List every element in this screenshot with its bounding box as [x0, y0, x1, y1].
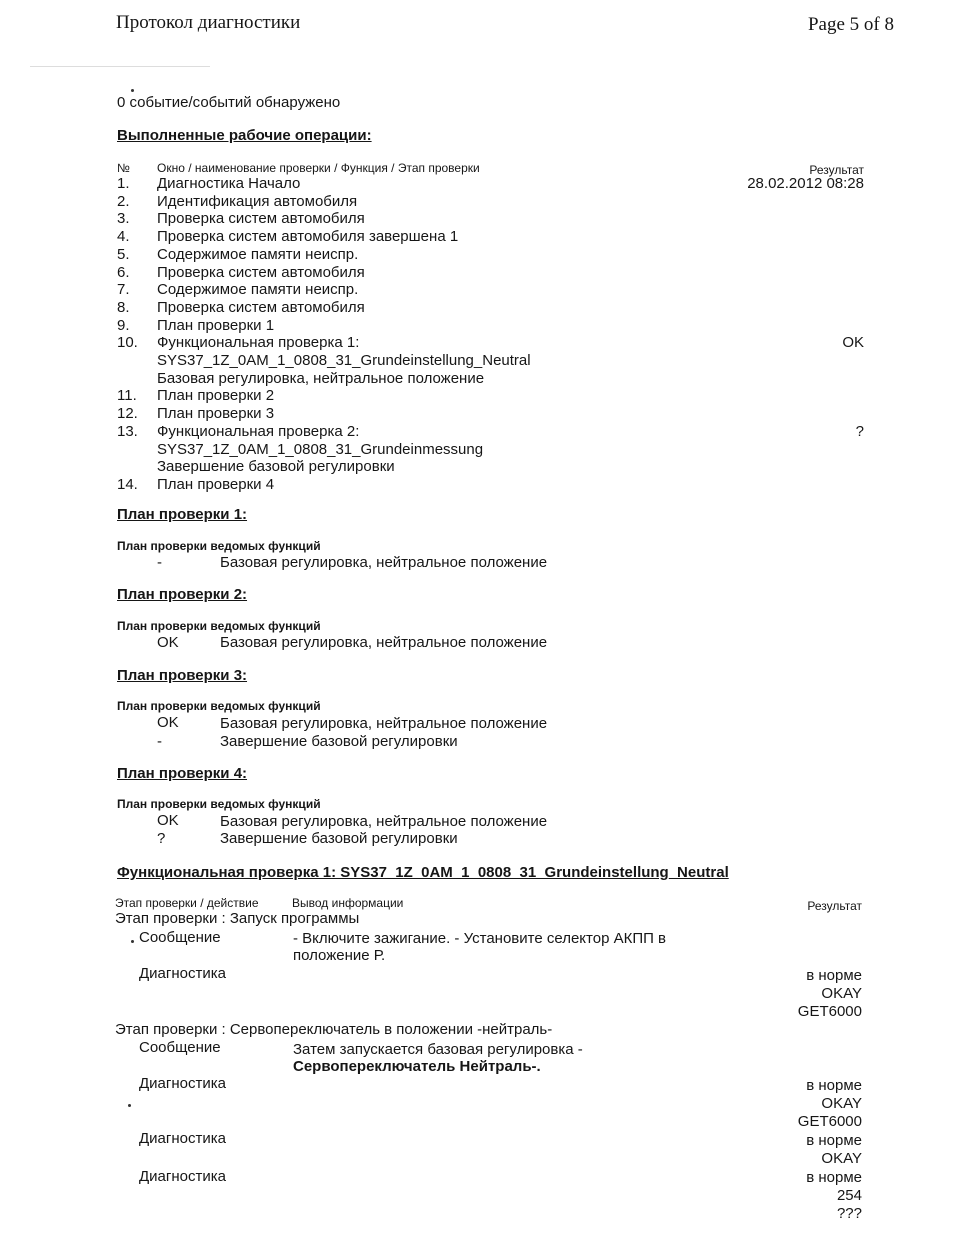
scan-speck — [131, 940, 134, 943]
diag4-results — [806, 1169, 862, 1223]
operation-number: 14. — [117, 475, 138, 493]
diag4-result-3: ??? — [836, 1205, 862, 1222]
operation-row — [0, 352, 960, 370]
diag3-results — [806, 1132, 862, 1168]
plan4-item2-text: Завершение базовой регулировки — [220, 830, 458, 847]
operation-result: ? — [855, 422, 864, 440]
diag1-result-1: в норме — [806, 967, 862, 984]
plan4-item1-text: Базовая регулировка, нейтральное положение — [220, 813, 548, 830]
operation-text: Проверка систем автомобиля — [157, 263, 365, 281]
plan2-item-text: Базовая регулировка, нейтральное положение — [220, 634, 548, 651]
plan4-item1-status: OK — [157, 812, 179, 829]
operation-number: 9. — [117, 316, 130, 334]
operation-number: 7. — [117, 281, 130, 299]
col-info-header: Вывод информации — [292, 896, 404, 910]
diag2-result-2: OKAY — [821, 1095, 862, 1112]
plan1-item-status: - — [157, 554, 162, 571]
plan4-item2-status: ? — [157, 830, 166, 847]
plan1-heading: План проверки 1: — [117, 506, 248, 523]
operation-text: Функциональная проверка 1: — [157, 334, 360, 352]
operation-text: SYS37_1Z_0AM_1_0808_31_Grundeinstellung_Neutral — [157, 352, 531, 369]
plan4-sub: План проверки ведомых функций — [117, 797, 321, 811]
operation-result: OK — [842, 334, 864, 352]
operation-row — [0, 387, 960, 405]
stage2-message-label: Сообщение — [139, 1039, 221, 1056]
stage1-message-line1: - Включите зажигание. - Установите селектор АКПП в — [293, 930, 667, 947]
events-found-text: 0 событие/событий обнаружено — [117, 94, 341, 111]
col-stage-header: Этап проверки / действие — [115, 896, 259, 910]
diag2-label: Диагностика — [139, 1075, 226, 1092]
operation-row — [0, 281, 960, 299]
operation-row — [0, 228, 960, 246]
operation-row — [0, 458, 960, 476]
plan3-item2-status: - — [157, 733, 162, 750]
plan3-item1-status: OK — [157, 714, 179, 731]
diag2-result-1: в норме — [806, 1077, 862, 1094]
operation-number: 12. — [117, 405, 138, 423]
operation-text: Завершение базовой регулировки — [157, 458, 395, 476]
operation-row — [0, 405, 960, 423]
plan3-sub: План проверки ведомых функций — [117, 699, 321, 713]
operation-row — [0, 370, 960, 388]
diag2-result-3: GET6000 — [797, 1113, 862, 1130]
plan2-heading: План проверки 2: — [117, 586, 248, 603]
operation-text: План проверки 4 — [157, 475, 275, 493]
operation-number: 11. — [117, 387, 137, 405]
operation-text: План проверки 3 — [157, 405, 275, 423]
operation-number: 3. — [117, 210, 130, 228]
operation-text: SYS37_1Z_0AM_1_0808_31_Grundeinmessung — [157, 440, 484, 458]
operation-row — [0, 193, 960, 211]
stage1-message-line2: положение Р. — [293, 947, 386, 964]
operation-number: 6. — [117, 263, 130, 281]
operation-text: План проверки 2 — [157, 387, 275, 405]
operation-number: 13. — [117, 422, 138, 440]
plan4-heading: План проверки 4: — [117, 765, 248, 782]
func-check-heading: Функциональная проверка 1: SYS37_1Z_0AM_1_0808_31_Grundeinstellung_Neutral — [117, 864, 729, 881]
plan2-sub: План проверки ведомых функций — [117, 619, 321, 633]
operation-text: Содержимое памяти неиспр. — [157, 281, 359, 299]
operation-text: План проверки 1 — [157, 316, 275, 334]
scan-speck — [128, 1104, 131, 1107]
operation-row — [0, 299, 960, 317]
operation-text: Базовая регулировка, нейтральное положение — [157, 369, 485, 387]
plan1-sub: План проверки ведомых функций — [117, 539, 321, 553]
document-title: Протокол диагностики — [116, 12, 301, 33]
operation-row — [0, 264, 960, 282]
stage1-message-label: Сообщение — [139, 929, 221, 946]
stage2-label: Этап проверки : Сервопереключатель в положении -нейтраль- — [115, 1021, 553, 1038]
operation-text: Содержимое памяти неиспр. — [157, 245, 359, 263]
diag2-results — [798, 1077, 862, 1131]
operation-number: 10. — [117, 334, 138, 352]
operation-row — [0, 476, 960, 494]
plan3-item1-text: Базовая регулировка, нейтральное положение — [220, 715, 548, 732]
plan3-item2-text: Завершение базовой регулировки — [220, 733, 458, 750]
operation-row — [0, 317, 960, 335]
plan2-item-status: OK — [157, 634, 179, 651]
scan-artifact — [30, 66, 210, 67]
operation-number: 2. — [117, 192, 130, 210]
diag1-result-2: OKAY — [821, 985, 862, 1002]
operation-row — [0, 441, 960, 459]
operation-text: Функциональная проверка 2: — [157, 422, 360, 440]
operation-number: 8. — [117, 298, 130, 316]
operation-number: 1. — [117, 175, 130, 192]
stage2-message-line2: Сервопереключатель Нейтраль-. — [293, 1058, 541, 1075]
diag1-results — [798, 967, 862, 1021]
diag1-label: Диагностика — [139, 965, 226, 982]
diag3-result-1: в норме — [806, 1132, 862, 1149]
operation-number: 4. — [117, 228, 130, 246]
operation-row — [0, 175, 960, 193]
operations-heading: Выполненные рабочие операции: — [117, 127, 372, 144]
col-no-header: № — [117, 161, 130, 175]
diag4-result-2: 254 — [836, 1187, 862, 1204]
diag4-result-1: в норме — [806, 1169, 862, 1186]
operation-row — [0, 210, 960, 228]
operation-number: 5. — [117, 245, 130, 263]
operation-text: Проверка систем автомобиля — [157, 298, 365, 316]
operation-text: Проверка систем автомобиля завершена 1 — [157, 228, 459, 246]
stage1-label: Этап проверки : Запуск программы — [115, 910, 360, 927]
operation-text: Диагностика Начало — [157, 175, 301, 192]
diag3-result-2: OKAY — [821, 1150, 862, 1167]
operation-row — [0, 334, 960, 352]
operation-row — [0, 246, 960, 264]
col-result-header: Результат — [809, 163, 864, 177]
plan1-item-text: Базовая регулировка, нейтральное положение — [220, 554, 548, 571]
plan3-heading: План проверки 3: — [117, 667, 248, 684]
col-result-header-2: Результат — [807, 899, 862, 913]
stage2-message-line1: Затем запускается базовая регулировка - — [293, 1041, 583, 1058]
operation-result: 28.02.2012 08:28 — [747, 175, 864, 192]
diag4-label: Диагностика — [139, 1168, 226, 1185]
operation-row — [0, 423, 960, 441]
operation-text: Проверка систем автомобиля — [157, 210, 365, 228]
operation-text: Идентификация автомобиля — [157, 192, 358, 210]
diag1-result-3: GET6000 — [797, 1003, 862, 1020]
col-name-header: Окно / наименование проверки / Функция / Этап проверки — [157, 161, 480, 175]
diag3-label: Диагностика — [139, 1130, 226, 1147]
page-number: Page 5 of 8 — [807, 14, 894, 35]
scan-speck — [131, 89, 134, 92]
